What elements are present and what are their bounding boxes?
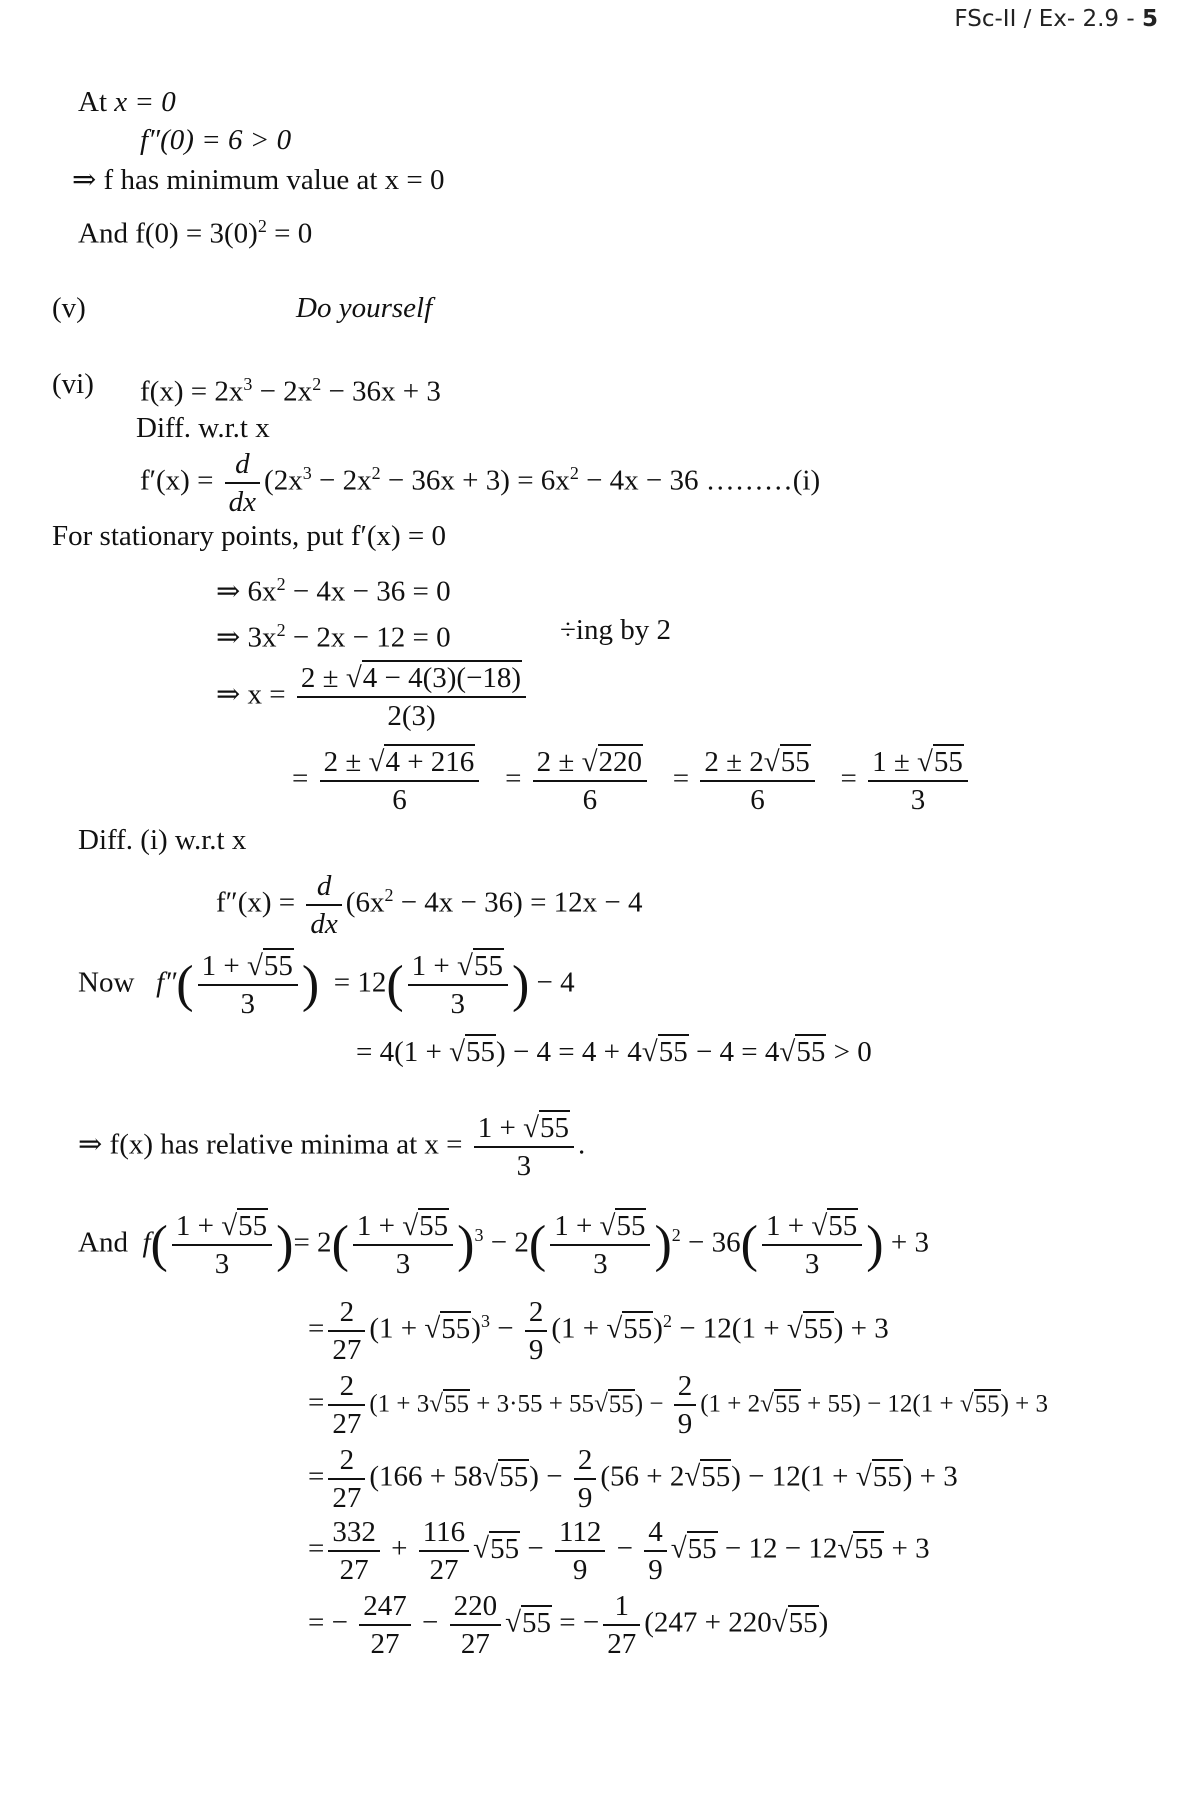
diff-i-wrt-x: Diff. (i) w.r.t x <box>78 824 247 856</box>
expansion-line-3: = $\frac{2}{27}$ (166 + 58√55) − $\frac{2}{9}$ (56 + 2√55) − 12(1 + √55) + 3 <box>308 1444 958 1514</box>
equation-2: ⇒ $3x^2 - 2x - 12 = 0$ <box>216 620 451 654</box>
first-derivative: f′(x) = $\frac{d}{dx}$ $(2x^3 - 2x^2 - 36x + 3) = 6x^2 - 4x - 36$ ………(i) <box>140 448 821 518</box>
second-derivative-value: = 4(1 + √55) − 4 = 4 + 4√55 − 4 = 4√55 > 0 <box>356 1036 872 1068</box>
second-derivative: f″(x) = $\frac{d}{dx}$ $(6x^2 - 4x - 36) = 12x - 4$ <box>216 870 643 940</box>
diff-wrt-x: Diff. w.r.t x <box>136 412 270 444</box>
now-evaluate: Now f″( $\frac{1 + √55}{3}$ ) = 12( $\frac{1 + √55}{3}$ ) − 4 <box>78 950 575 1020</box>
line-at-x0: At x = 0 <box>78 86 176 118</box>
final-minimum-value: = − $\frac{247}{27}$ − $\frac{220}{27}$ √55 = − $\frac{1}{27}$ (247 + 220√55) <box>308 1590 829 1660</box>
equation-1: ⇒ $6x^2 - 4x - 36 = 0$ <box>216 574 451 608</box>
roots-simplification: = $\frac{2 \pm √4 + 216}{6}$ = $\frac{2 \pm √220}{6}$ = $\frac{2 \pm 2√55}{6}$ = $\frac{1 \pm √55}{3}$ <box>292 744 972 818</box>
stationary-points: For stationary points, put f′(x) = 0 <box>52 520 447 552</box>
line-f0: And $f(0) = 3(0)^2 = 0$ <box>78 216 313 250</box>
part-v-text: Do yourself <box>296 292 433 324</box>
page-header: FSc-II / Ex- 2.9 - 5 <box>954 6 1158 32</box>
part-vi-label: (vi) <box>52 368 94 400</box>
page-number: 5 <box>1141 6 1158 32</box>
relative-minima: ⇒ f(x) has relative minima at x = $\frac{1 + √55}{3}$ . <box>78 1112 586 1182</box>
quadratic-formula: ⇒ x = $\frac{2 \pm √4 - 4(3)(-18)}{2(3)}$ <box>216 660 530 734</box>
part-v-label: (v) <box>52 292 86 324</box>
expansion-line-4: = $\frac{332}{27}$ + $\frac{116}{27}$ √55 − $\frac{112}{9}$ − $\frac{4}{9}$ √55 − 12 − 12√55 + 3 <box>308 1516 930 1586</box>
expansion-line-1: = $\frac{2}{27}$ $(1 + √55)^3$ − $\frac{2}{9}$ $(1 + √55)^2 - 12(1 + √55) + 3$ <box>308 1296 889 1366</box>
minimum-value-setup: And f( $\frac{1 + √55}{3}$ )= 2( $\frac{1 + √55}{3}$ )$^3$ − 2( $\frac{1 + √55}{3}$ )$^2$ − 36( $\frac{1 + √55}{3}$ ) + 3 <box>78 1210 929 1280</box>
divide-note: ÷ing by 2 <box>560 614 671 646</box>
line-min-value: ⇒ f has minimum value at x = 0 <box>72 164 445 196</box>
line-f2-0: f″(0) = 6 > 0 <box>140 124 292 156</box>
expansion-line-2: = $\frac{2}{27}$ (1 + 3√55 + 3·55 + 55√55) − $\frac{2}{9}$ (1 + 2√55 + 55) − 12(1 + √55) + 3 <box>308 1370 1049 1440</box>
function-definition: $f(x) = 2x^3 - 2x^2 - 36x + 3$ <box>140 374 441 408</box>
